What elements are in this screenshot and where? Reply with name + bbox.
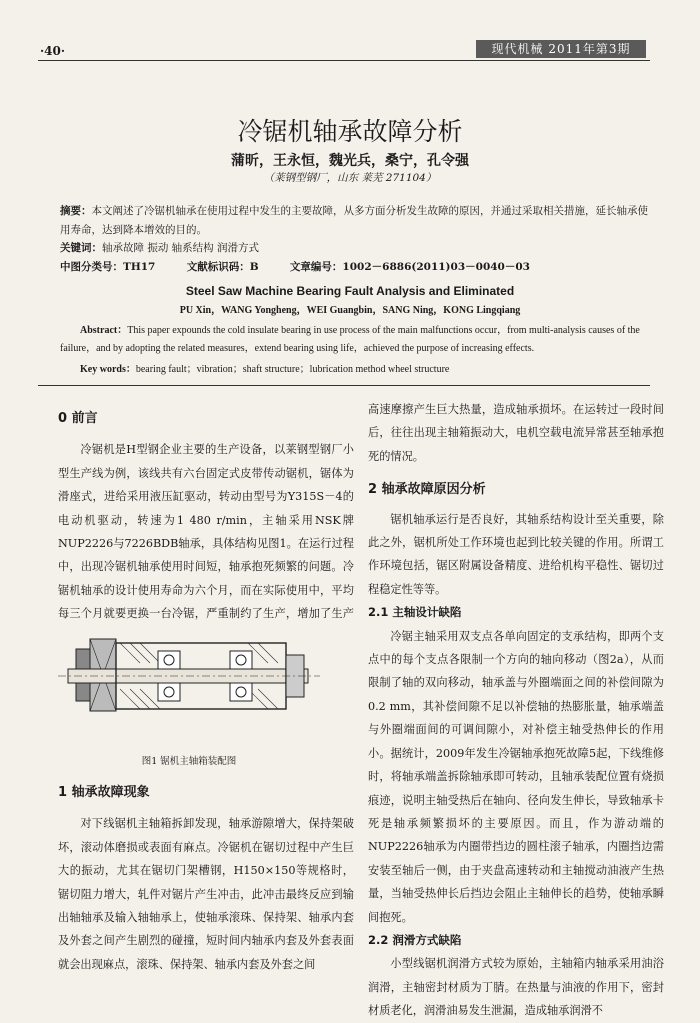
- left-column-bottom: [58, 781, 354, 976]
- english-abstract: [60, 322, 650, 358]
- document-code: 文献标识码：B: [186, 261, 259, 273]
- figure-1-caption: 图1 锯机主轴箱装配图: [141, 756, 237, 767]
- english-authors: PU Xin，WANG Yongheng，WEI Guangbin，SANG Ning，KONG Lingqiang: [179, 305, 521, 316]
- article-number: 文章编号：1002－6886(2011)03－0040－03: [289, 261, 530, 273]
- figure-1-drawing: [58, 621, 320, 731]
- authors: 蒲昕，王永恒，魏光兵，桑宁，孔令强: [231, 153, 469, 169]
- english-abstract-label: Abstract：: [80, 325, 128, 336]
- section-2-1-paragraph: 冷锯主轴采用双支点各单向固定的支承结构，即两个支点中的每个支点各限制一个方向的轴向移动（图2a），从而限制了轴的双向移动，轴承盖与外圈端面之间的补偿间隙为0.2 mm，其补偿间隙不足以补偿轴的热膨胀量，轴承端盖与外圈端面间的可调间隙小，对补偿主轴受热伸长的作用小。据统计，2009年发生冷锯轴承抱死故障5起，下线维修时，将轴承端盖拆除轴承即可转动，且轴承装配位置有烧损痕迹，说明主轴受热后在轴向、径向发生伸长，导致轴承卡死是轴承频繁损坏的主要原因。而且，作为游动端的NUP2226轴承为内圈带挡边的圆柱滚子轴承，内圈挡边需安装至轴后一侧，由于夹盘高速转动和主轴搅动油液产生热量，当轴受热伸长后挡边会阻止主轴伸长的趋势，使轴承瞬间抱死。: [368, 629, 664, 924]
- keywords-cn: [60, 240, 650, 255]
- section-2-2-paragraph: 小型线锯机润滑方式较为原始，主轴箱内轴承采用油浴润滑，主轴密封材质为丁腈。在热量与油液的作用下，密封材质老化，润滑油易发生泄漏，造成轴承润滑不: [368, 957, 664, 1018]
- english-keywords-label: Key words：: [80, 364, 136, 375]
- english-keywords-text: bearing fault；vibration；shaft structure；lubrication method wheel structure: [135, 364, 450, 375]
- abstract-cn-label: 摘要：: [60, 205, 92, 217]
- clc-number: 中图分类号：TH17: [60, 261, 156, 273]
- left-column-top: [58, 407, 354, 649]
- section-2-heading: 2 轴承故障原因分析: [368, 482, 486, 498]
- abstract-cn-text: 本文阐述了冷锯机轴承在使用过程中发生的主要故障，从多方面分析发生故障的原因，并通过采取相关措施，延长轴承使用寿命，达到降本增效的目的。: [60, 205, 648, 236]
- affiliation: （莱钢型钢厂，山东 莱芜 271104）: [263, 172, 437, 184]
- english-title: Steel Saw Machine Bearing Fault Analysis and Eliminated: [185, 284, 515, 298]
- english-keywords: [80, 360, 650, 375]
- journal-header: 现代机械 2011年第3期: [476, 40, 646, 58]
- classification-line: [60, 259, 650, 274]
- keywords-cn-text: 轴承故障 振动 轴系结构 润滑方式: [102, 242, 260, 254]
- section-0-paragraph: 冷锯机是H型钢企业主要的生产设备，以莱钢型钢厂小型生产线为例，该线共有六台固定式皮带传动锯机，锯体为滑座式，进给采用液压缸驱动，转动由型号为Y315S－4的电动机驱动，转速为1 480 r/min，主轴采用NSK牌NUP2226与7226BDB轴承，具体结构见图1。在运行过程中，出现冷锯机轴承使用时间短，轴承抱死频繁的问题。冷锯机轴承的设计使用寿命为六个月，而在实际使用中，平均每三个月就要更换一台冷锯，严重制约了生产，增加了生产: [58, 443, 354, 621]
- keywords-cn-label: 关键词：: [60, 242, 102, 254]
- english-abstract-text: This paper expounds the cold insulate bearing in use process of the main malfunctions occur，from multi-analysis causes of the failure，and by adopting the related measures，extend bearing using life，achieved the purpose of increasing effects.: [60, 325, 640, 354]
- abstract-rule: [38, 385, 650, 386]
- continued-paragraph: 高速摩擦产生巨大热量，造成轴承损坏。在运转过一段时间后，往往出现主轴箱振动大，电机空载电流异常甚至轴承抱死的情况。: [368, 403, 664, 463]
- section-2-paragraph: 锯机轴承运行是否良好，其轴系结构设计至关重要，除此之外，锯机所处工作环境也起到比较关键的作用。所谓工作环境包括，锯区附属设备精度、进给机构平稳性、锯切过程稳定性等等。: [368, 512, 664, 596]
- right-column: [368, 398, 664, 1023]
- section-0-heading: 0 前言: [58, 411, 98, 426]
- section-2-1-heading: 2.1 主轴设计缺陷: [368, 605, 462, 620]
- section-1-heading: 1 轴承故障现象: [58, 785, 150, 800]
- abstract-cn: [60, 202, 650, 240]
- paper-title: 冷锯机轴承故障分析: [237, 117, 463, 146]
- section-2-2-heading: 2.2 润滑方式缺陷: [368, 932, 462, 947]
- section-1-paragraph: 对下线锯机主轴箱拆卸发现，轴承游隙增大，保持架破坏，滚动体磨损或表面有麻点。冷锯机在锯切过程中产生巨大的振动，尤其在锯切门架槽钢，H150×150等规格时，锯切阻力增大，轧件对锯片产生冲击，此冲击最终反应到输出轴轴承及输入轴轴承上，使轴承滚珠、保持架、轴承内套及外套之间产生剧烈的碰撞，短时间内轴承内套及外套表面就会出现麻点，滚珠、保持架、轴承内套及外套之间: [58, 817, 354, 971]
- header-rule: [38, 60, 650, 61]
- page-number: ·40·: [40, 44, 66, 58]
